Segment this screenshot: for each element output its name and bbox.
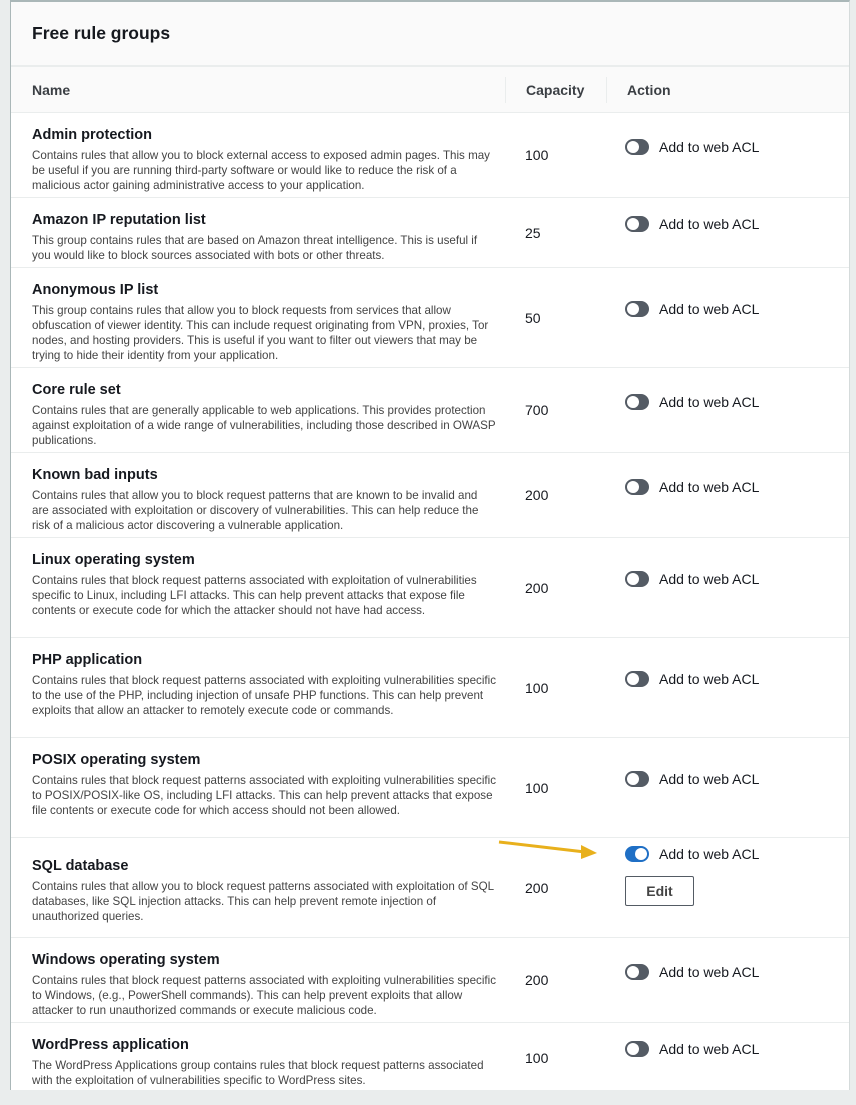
table-row (11, 838, 849, 938)
rule-group-action (625, 638, 759, 737)
rule-group-action (625, 838, 759, 937)
toggle-label: Add to web ACL (659, 1041, 760, 1057)
toggle-label: Add to web ACL (659, 479, 760, 495)
free-rule-groups-panel (10, 0, 850, 1090)
rule-group-info (11, 198, 505, 267)
add-to-web-acl-toggle[interactable] (625, 139, 759, 155)
toggle-switch-icon[interactable] (625, 571, 649, 587)
rule-group-info (11, 838, 505, 937)
column-header-name: Name (32, 81, 71, 98)
rule-group-action (625, 938, 759, 1022)
toggle-switch-icon[interactable] (625, 479, 649, 495)
rule-group-capacity: 25 (525, 224, 541, 241)
toggle-switch-icon[interactable] (625, 139, 649, 155)
column-header-action: Action (606, 77, 671, 103)
rule-group-capacity: 100 (525, 147, 549, 163)
rule-group-capacity: 200 (525, 880, 549, 896)
rule-group-name: POSIX operating system (32, 752, 201, 768)
rule-group-capacity: 200 (525, 972, 549, 988)
rule-group-name: Amazon IP reputation list (32, 212, 206, 228)
toggle-switch-icon[interactable] (625, 964, 649, 980)
toggle-label: Add to web ACL (659, 394, 760, 410)
rule-group-description: Contains rules that block request patterns associated with exploiting vulnerabilities specific to the use of the PHP, including injection of unsafe PHP functions. This can help prevent exploits that allow an attacker to remotely execute code or commands. (32, 674, 496, 717)
rule-group-info (11, 268, 505, 367)
rule-group-action (625, 268, 759, 367)
rule-group-info (11, 1023, 505, 1092)
toggle-switch-icon[interactable] (625, 771, 649, 787)
rule-group-capacity: 200 (525, 487, 549, 503)
rule-group-action (625, 368, 759, 452)
toggle-label: Add to web ACL (659, 139, 760, 155)
toggle-label: Add to web ACL (659, 771, 760, 787)
rule-group-name: Windows operating system (32, 952, 220, 968)
rule-group-info (11, 113, 505, 197)
rule-group-info (11, 938, 505, 1022)
toggle-switch-icon[interactable] (625, 301, 649, 317)
rule-group-capacity: 100 (525, 679, 549, 696)
toggle-label: Add to web ACL (659, 964, 760, 980)
rule-group-info (11, 453, 505, 537)
rule-group-action (625, 1023, 759, 1092)
rule-group-description: This group contains rules that are based on Amazon threat intelligence. This is useful if you would like to block sources associated with bots or other threats. (32, 234, 478, 262)
rule-group-description: Contains rules that allow you to block external access to exposed admin pages. This may be useful if you are running third-party software or would like to reduce the risk of a malicious actor gaining administrative access to your application. (32, 149, 490, 192)
rule-group-info (11, 638, 505, 737)
rule-group-name: Core rule set (32, 382, 121, 398)
rule-group-info (11, 538, 505, 637)
rule-group-description: Contains rules that are generally applicable to web applications. This provides protection against exploitation of a wide range of vulnerabilities, including those described in OWASP publications. (32, 404, 496, 447)
toggle-switch-icon[interactable] (625, 216, 649, 232)
column-header-capacity: Capacity (505, 77, 606, 103)
rule-group-description: The WordPress Applications group contains rules that block request patterns associated with the exploitation of vulnerabilities specific to WordPress sites. (32, 1059, 484, 1087)
rule-group-description: Contains rules that allow you to block request patterns associated with exploitation of SQL databases, like SQL injection attacks. This can help prevent remote injection of unauthorized queries. (32, 880, 494, 923)
toggle-switch-icon[interactable] (625, 846, 649, 862)
rule-group-capacity: 700 (525, 402, 549, 418)
rule-group-capacity: 200 (525, 579, 549, 596)
add-to-web-acl-toggle[interactable] (625, 1041, 759, 1057)
rule-group-info (11, 368, 505, 452)
rule-group-capacity: 100 (525, 1049, 549, 1066)
rule-group-name: Anonymous IP list (32, 282, 159, 298)
table-row (11, 268, 849, 368)
rule-group-action (625, 538, 759, 637)
table-row (11, 938, 849, 1023)
rule-group-name: WordPress application (32, 1037, 189, 1053)
table-row (11, 368, 849, 453)
rule-group-description: Contains rules that block request patterns associated with exploiting vulnerabilities specific to POSIX/POSIX-like OS, including LFI attacks. This can help prevent attacks that expose file contents or execute code for which access should not been allowed. (32, 774, 496, 817)
rule-group-action (625, 198, 759, 267)
table-row (11, 1023, 849, 1093)
rule-group-description: Contains rules that block request patterns associated with exploiting vulnerabilities specific to Windows, (e.g., PowerShell commands). This can help prevent exploits that allow attacker to run unauthorized commands or execute malicious code. (32, 974, 496, 1017)
rule-group-description: This group contains rules that allow you to block requests from services that allow obfuscation of viewer identity. This can include request originating from VPN, proxies, Tor nodes, and hosting providers. This is useful if you want to filter out viewers that may be trying to hide their identity from your application. (32, 304, 489, 362)
toggle-label: Add to web ACL (659, 216, 760, 232)
add-to-web-acl-toggle[interactable] (625, 671, 759, 687)
table-row (11, 638, 849, 738)
toggle-switch-icon[interactable] (625, 394, 649, 410)
edit-button[interactable]: Edit (625, 876, 694, 906)
rule-group-name: Linux operating system (32, 552, 195, 568)
rule-group-description: Contains rules that block request patterns associated with exploitation of vulnerabilities specific to Linux, including LFI attacks. This can help prevent attacks that expose file contents or execute code for which the attacker should not have had access. (32, 574, 477, 617)
table-row (11, 738, 849, 838)
table-row (11, 453, 849, 538)
rule-group-info (11, 738, 505, 837)
rule-group-capacity: 100 (525, 779, 549, 796)
rule-group-description: Contains rules that allow you to block request patterns that are known to be invalid and are associated with exploitation or discovery of vulnerabilities. This can help reduce the risk of a malicious actor discovering a vulnerable application. (32, 489, 479, 532)
add-to-web-acl-toggle[interactable] (625, 771, 759, 787)
add-to-web-acl-toggle[interactable] (625, 479, 759, 495)
table-row (11, 538, 849, 638)
panel-title: Free rule groups (32, 23, 171, 43)
add-to-web-acl-toggle[interactable] (625, 964, 759, 980)
add-to-web-acl-toggle[interactable] (625, 571, 759, 587)
rule-group-name: PHP application (32, 652, 143, 668)
rule-group-action (625, 738, 759, 837)
rule-group-name: SQL database (32, 858, 129, 874)
toggle-label: Add to web ACL (659, 846, 760, 862)
rule-group-action (625, 453, 759, 537)
toggle-switch-icon[interactable] (625, 1041, 649, 1057)
rule-group-action (625, 113, 759, 197)
rule-group-capacity: 50 (525, 309, 541, 326)
add-to-web-acl-toggle[interactable] (625, 216, 759, 232)
toggle-label: Add to web ACL (659, 671, 760, 687)
toggle-switch-icon[interactable] (625, 671, 649, 687)
panel-header (11, 2, 849, 67)
table-row (11, 113, 849, 198)
add-to-web-acl-toggle[interactable] (625, 846, 759, 862)
table-header (11, 67, 849, 113)
toggle-label: Add to web ACL (659, 301, 760, 317)
add-to-web-acl-toggle[interactable] (625, 394, 759, 410)
rule-group-name: Known bad inputs (32, 467, 158, 483)
rule-group-name: Admin protection (32, 127, 153, 143)
table-row (11, 198, 849, 268)
table-body (11, 113, 849, 1093)
annotation-arrow-icon (497, 838, 607, 862)
toggle-label: Add to web ACL (659, 571, 760, 587)
add-to-web-acl-toggle[interactable] (625, 301, 759, 317)
